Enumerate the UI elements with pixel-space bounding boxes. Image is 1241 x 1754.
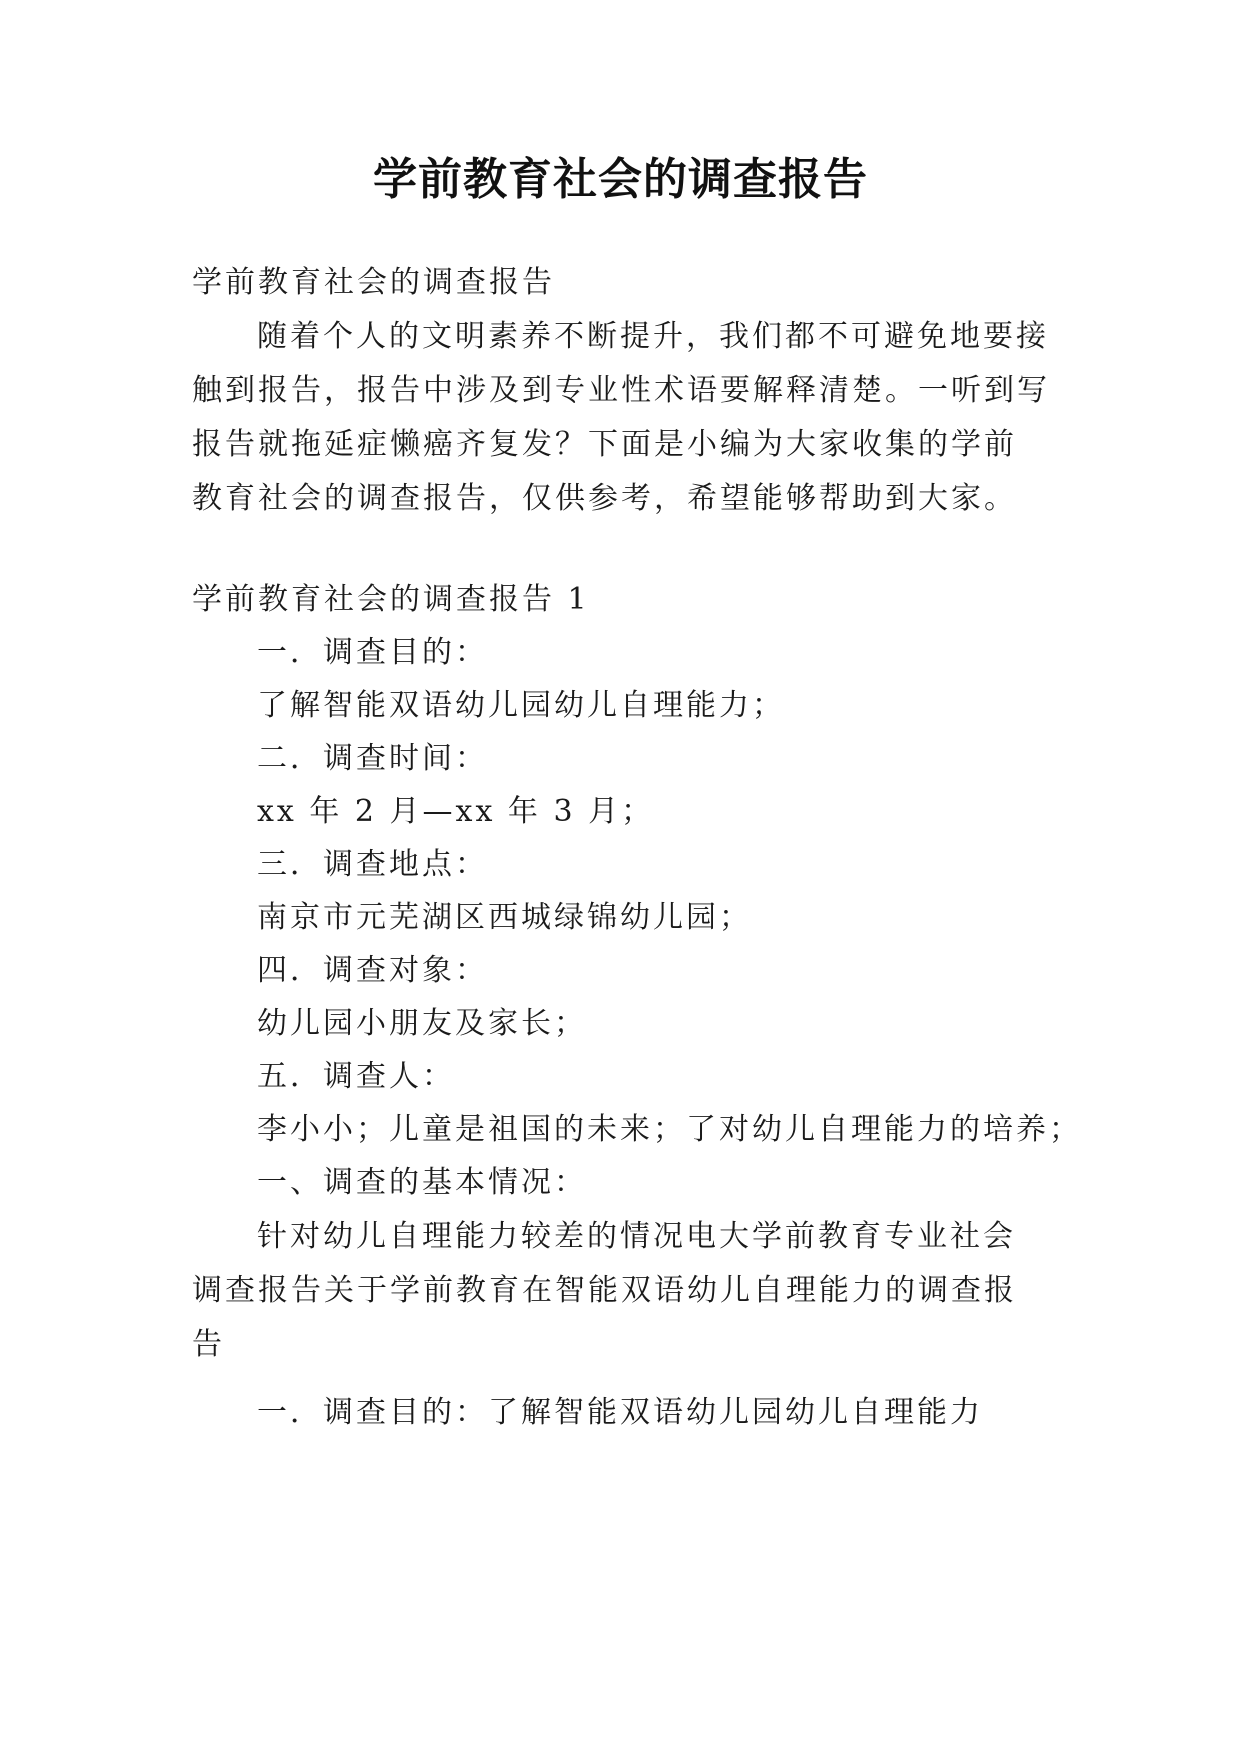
item-line: 五．调查人： [257, 1059, 455, 1094]
body-line: 调查报告关于学前教育在智能双语幼儿自理能力的调查报 [192, 1273, 1017, 1308]
item-line: xx 年 2 月—xx 年 3 月； [257, 794, 655, 829]
body-line: 针对幼儿自理能力较差的情况电大学前教育专业社会 [257, 1219, 1016, 1254]
section-heading: 学前教育社会的调查报告 1 [192, 582, 590, 617]
item-line: 一．调查目的： [257, 635, 488, 670]
last-line: 一．调查目的：了解智能双语幼儿园幼儿自理能力 [257, 1395, 983, 1430]
item-line: 李小小；儿童是祖国的未来；了对幼儿自理能力的培养； [257, 1112, 1082, 1147]
body-line: 告 [192, 1327, 225, 1362]
document-title: 学前教育社会的调查报告 [373, 154, 868, 205]
intro-line: 随着个人的文明素养不断提升，我们都不可避免地要接 [257, 319, 1049, 354]
item-line: 了解智能双语幼儿园幼儿自理能力； [257, 688, 785, 723]
item-line: 四．调查对象： [257, 953, 488, 988]
intro-line: 报告就拖延症懒癌齐复发？下面是小编为大家收集的学前 [192, 427, 1017, 462]
item-line: 三．调查地点： [257, 847, 488, 882]
item-line: 二．调查时间： [257, 741, 488, 776]
item-line: 一、调查的基本情况： [257, 1165, 587, 1200]
item-line: 南京市元芜湖区西城绿锦幼儿园； [257, 900, 752, 935]
intro-line: 教育社会的调查报告，仅供参考，希望能够帮助到大家。 [192, 481, 1017, 516]
document-subtitle: 学前教育社会的调查报告 [192, 265, 555, 300]
item-line: 幼儿园小朋友及家长； [257, 1006, 587, 1041]
intro-line: 触到报告，报告中涉及到专业性术语要解释清楚。一听到写 [192, 373, 1050, 408]
